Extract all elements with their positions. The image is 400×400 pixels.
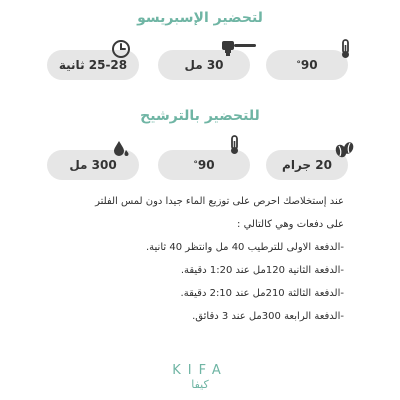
- coffee-beans-icon: [333, 139, 355, 161]
- espresso-temp-unit: °: [296, 60, 301, 70]
- instruction-line: -الدفعة الثالثة 210مل عند 2:10 دقيقة.: [180, 288, 344, 299]
- water-drop-icon: [110, 138, 132, 160]
- instruction-line: عند إستخلاصك احرص على توزيع الماء جيدا دون لمس الفلتر: [95, 196, 344, 207]
- filter-title: للتحضير بالترشيح: [140, 108, 260, 124]
- espresso-time-value: 25-28 ثانية: [58, 58, 128, 72]
- instruction-line: -الدفعة الرابعة 300مل عند 3 دقائق.: [192, 311, 344, 322]
- thermometer-icon: [224, 134, 246, 156]
- thermometer-icon: [335, 38, 357, 60]
- filter-temp-value: 90: [197, 158, 215, 172]
- logo-arabic: كيفا: [191, 378, 209, 391]
- clock-icon: [110, 38, 132, 60]
- filter-temp-unit: °: [193, 160, 198, 170]
- espresso-title: لتحضير الإسبريسو: [137, 10, 263, 26]
- instruction-line: -الدفعة الاولى للترطيب 40 مل وانتظر 40 ثانية.: [145, 242, 344, 253]
- filter-coffee-value: 20 جرام: [282, 158, 332, 172]
- logo-latin: KIFA: [172, 363, 228, 378]
- instruction-line: على دفعات وهي كالتالي :: [237, 219, 344, 230]
- espresso-temp-value: 90: [300, 58, 318, 72]
- instruction-line: -الدفعة الثانية 120مل عند 1:20 دقيقة.: [180, 265, 344, 276]
- brewing-instructions: [44, 190, 344, 328]
- portafilter-icon: [219, 38, 259, 60]
- filter-water-value: 300 مل: [69, 158, 117, 172]
- espresso-dose-value: 30 مل: [184, 58, 224, 72]
